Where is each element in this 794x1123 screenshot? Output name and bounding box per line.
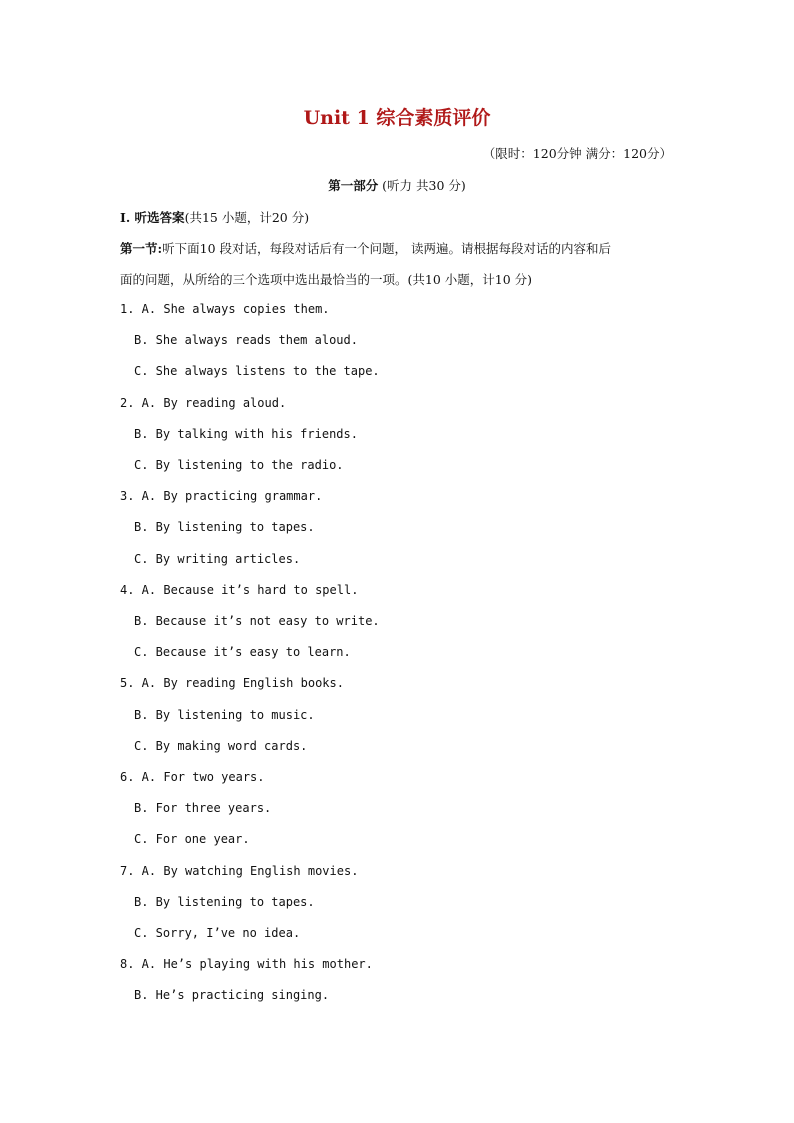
question-3-option-b: B. By listening to tapes. [134, 520, 315, 534]
question-4-option-a: 4. A. Because it’s hard to spell. [120, 583, 359, 597]
part-title-detail: (听力 共30 分) [378, 178, 466, 193]
part-title-label: 第一部分 [328, 178, 379, 193]
question-4-option-b: B. Because it’s not easy to write. [134, 614, 380, 628]
question-5-option-c: C. By making word cards. [134, 739, 308, 753]
section-heading [120, 208, 309, 226]
question-7-option-a: 7. A. By watching English movies. [120, 864, 359, 878]
question-8-option-b: B. He’s practicing singing. [134, 988, 330, 1002]
page-title: Unit 1 综合素质评价 [303, 107, 491, 129]
question-2-option-b: B. By talking with his friends. [134, 427, 358, 441]
time-limit: （限时：120分钟 满分：120分） [482, 146, 672, 161]
part-title [0, 176, 794, 194]
question-1-option-b: B. She always reads them aloud. [134, 333, 358, 347]
subsection-text-line1: 听下面10 段对话，每段对话后有一个问题， 读两遍。请根据每段对话的内容和后 [162, 241, 611, 256]
question-7-option-c: C. Sorry, I’ve no idea. [134, 926, 301, 940]
question-2-option-a: 2. A. By reading aloud. [120, 396, 287, 410]
section-heading-detail: (共15 小题，计20 分) [184, 210, 310, 225]
question-4-option-c: C. Because it’s easy to learn. [134, 645, 351, 659]
question-1-option-a: 1. A. She always copies them. [120, 302, 330, 316]
question-7-option-b: B. By listening to tapes. [134, 895, 315, 909]
question-8-option-a: 8. A. He’s playing with his mother. [120, 957, 373, 971]
question-6-option-a: 6. A. For two years. [120, 770, 265, 784]
question-1-option-c: C. She always listens to the tape. [134, 364, 380, 378]
question-6-option-c: C. For one year. [134, 832, 250, 846]
subsection-text-line2: 面的问题，从所给的三个选项中选出最恰当的一项。(共10 小题，计10 分) [120, 272, 533, 287]
subsection-label: 第一节: [120, 241, 163, 256]
question-3-option-c: C. By writing articles. [134, 552, 301, 566]
question-3-option-a: 3. A. By practicing grammar. [120, 489, 323, 503]
question-5-option-a: 5. A. By reading English books. [120, 676, 344, 690]
question-5-option-b: B. By listening to music. [134, 708, 315, 722]
section-heading-label: I. 听选答案 [120, 210, 185, 225]
subsection-instructions [120, 239, 611, 257]
question-2-option-c: C. By listening to the radio. [134, 458, 344, 472]
question-6-option-b: B. For three years. [134, 801, 272, 815]
